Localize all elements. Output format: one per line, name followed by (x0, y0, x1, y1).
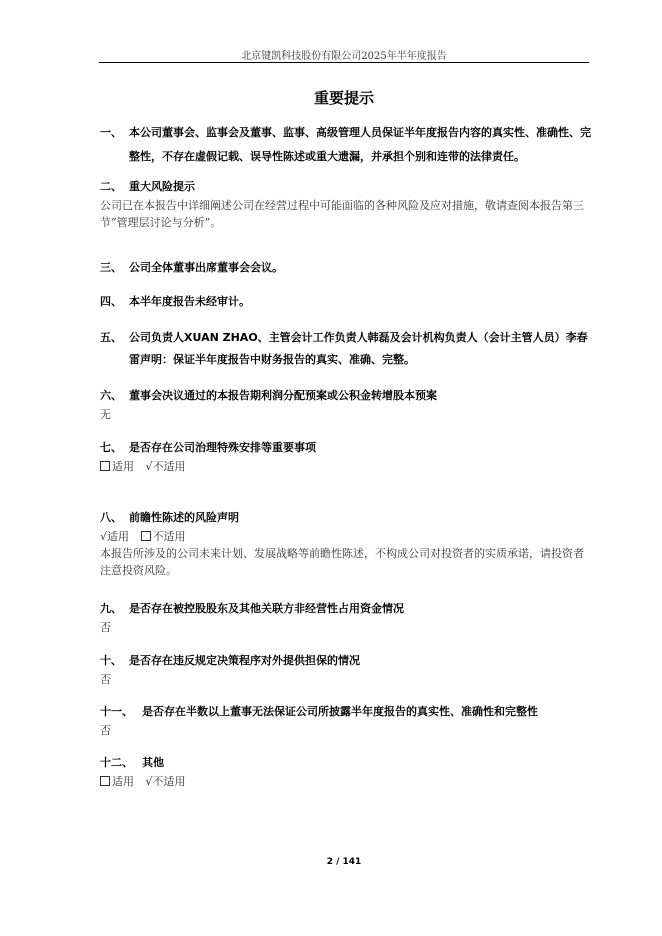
section-10 (100, 651, 592, 688)
section-heading: 是否存在违反规定决策程序对外提供担保的情况 (129, 654, 360, 667)
section-number: 九、 (100, 602, 122, 615)
section-3 (100, 258, 592, 278)
section-body: 本报告所涉及的公司未来计划、发展战略等前瞻性陈述，不构成公司对投资者的实质承诺，请投资者注意投资风险。 (100, 547, 584, 577)
section-12 (100, 753, 592, 790)
checkbox-empty-icon (100, 776, 110, 786)
section-heading: 是否存在公司治理特殊安排等重要事项 (129, 441, 316, 454)
section-heading: 其他 (142, 756, 164, 769)
section-heading: 公司负责人XUAN ZHAO、主管会计工作负责人韩磊及会计机构负责人（会计主管人员）李春雷声明：保证半年度报告中财务报告的真实、准确、完整。 (129, 331, 588, 366)
section-number: 八、 (100, 511, 122, 524)
option-applicable: √适用 (100, 530, 130, 543)
option-not-applicable: 不适用 (141, 528, 186, 545)
section-number: 七、 (100, 441, 122, 454)
section-heading: 重大风险提示 (129, 180, 195, 193)
section-1 (100, 121, 592, 169)
section-body: 公司已在本报告中详细阐述公司在经营过程中可能面临的各种风险及应对措施，敬请查阅本报告第三节“管理层讨论与分析”。 (100, 199, 584, 229)
section-6 (100, 386, 592, 423)
section-body: 否 (100, 724, 111, 737)
section-number: 一、 (100, 126, 122, 139)
checkbox-empty-icon (141, 531, 151, 541)
header-divider (99, 62, 589, 63)
section-2 (100, 177, 592, 231)
section-7 (100, 438, 592, 475)
running-header: 北京键凯科技股份有限公司2025年半年度报告 (241, 51, 447, 62)
section-heading: 是否存在半数以上董事无法保证公司所披露半年度报告的真实性、准确性和完整性 (142, 705, 538, 718)
option-applicable: 适用 (100, 773, 134, 790)
section-8 (100, 508, 592, 579)
option-not-applicable: √不适用 (145, 775, 186, 788)
section-heading: 是否存在被控股股东及其他关联方非经营性占用资金情况 (129, 602, 404, 615)
section-number: 十、 (100, 654, 122, 667)
option-applicable: 适用 (100, 458, 134, 475)
section-number: 四、 (100, 295, 122, 308)
check-mark-icon: √ (145, 775, 153, 788)
section-11 (100, 702, 592, 739)
section-heading: 前瞻性陈述的风险声明 (129, 511, 239, 524)
section-9 (100, 599, 592, 636)
section-number: 十一、 (100, 705, 133, 718)
checkbox-empty-icon (100, 461, 110, 471)
option-not-applicable: √不适用 (145, 460, 186, 473)
section-body: 否 (100, 673, 111, 686)
section-number: 六、 (100, 389, 122, 402)
section-body: 否 (100, 621, 111, 634)
section-heading: 公司全体董事出席董事会会议。 (129, 261, 283, 274)
section-number: 三、 (100, 261, 122, 274)
page-title: 重要提示 (313, 89, 374, 107)
section-heading: 本半年度报告未经审计。 (129, 295, 250, 308)
page-number: 2 / 141 (326, 857, 362, 867)
check-mark-icon: √ (100, 530, 108, 543)
section-4 (100, 292, 592, 312)
section-number: 五、 (100, 331, 122, 344)
section-heading: 本公司董事会、监事会及董事、监事、高级管理人员保证半年度报告内容的真实性、准确性、完整性，不存在虚假记载、误导性陈述或重大遗漏，并承担个别和连带的法律责任。 (129, 126, 591, 163)
section-5 (100, 327, 592, 371)
check-mark-icon: √ (145, 460, 153, 473)
section-body: 无 (100, 408, 111, 421)
section-heading: 董事会决议通过的本报告期利润分配预案或公积金转增股本预案 (129, 389, 437, 402)
section-number: 十二、 (100, 756, 133, 769)
section-number: 二、 (100, 180, 122, 193)
